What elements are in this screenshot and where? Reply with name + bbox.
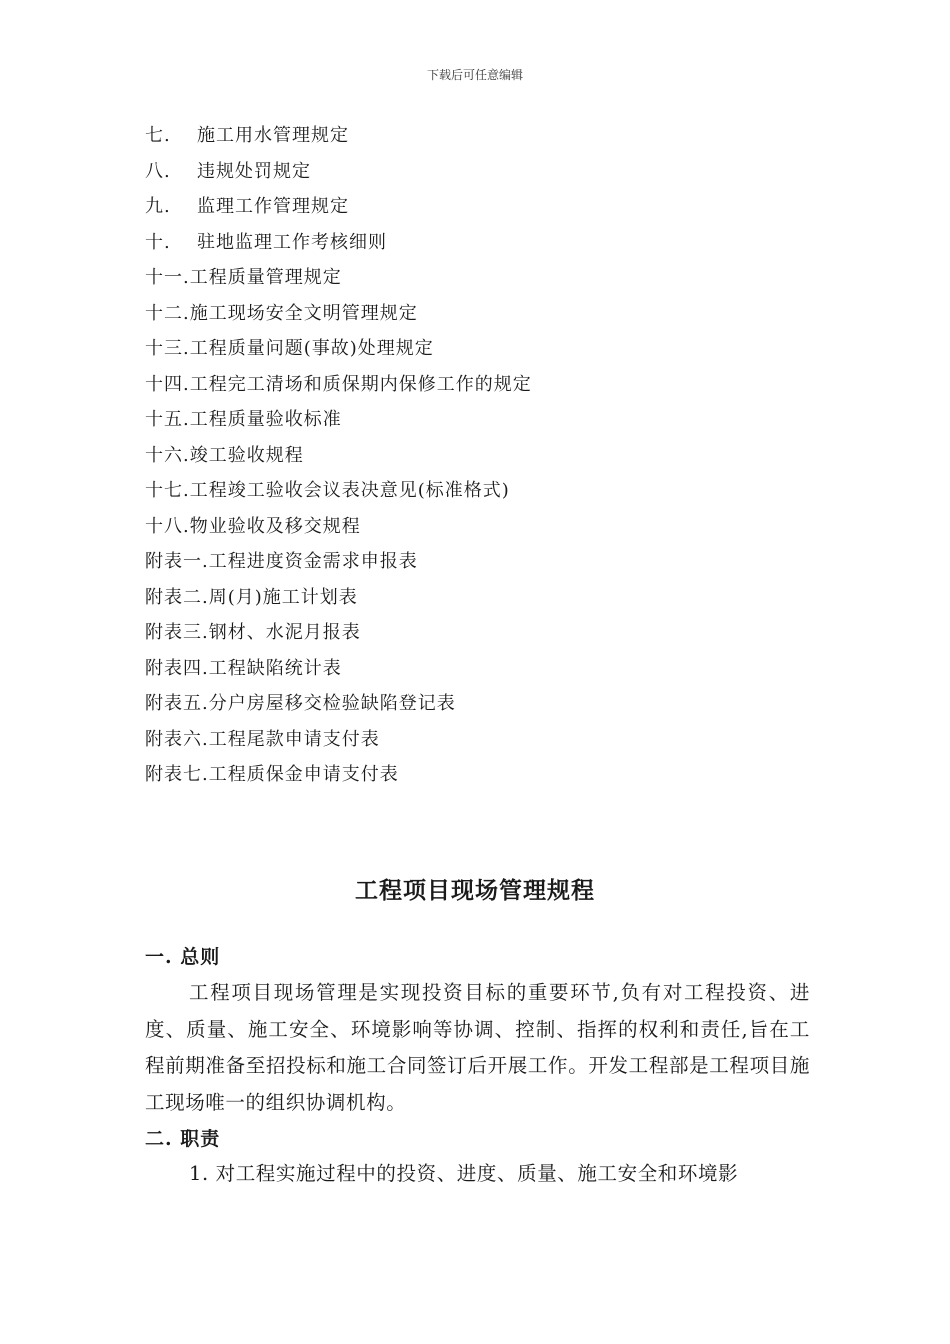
toc-item-title: 工程尾款申请支付表 [208, 728, 380, 750]
toc-item-title: 工程完工清场和质保期内保修工作的规定 [189, 373, 532, 395]
page-header-note: 下载后可任意编辑 [426, 68, 523, 82]
toc-item-title: 施工用水管理规定 [197, 125, 349, 146]
toc-item-number: 附表二. [145, 586, 209, 608]
toc-item [145, 438, 532, 474]
toc-item [145, 331, 532, 367]
toc-item-title: 工程质量验收标准 [189, 409, 342, 430]
toc-item-title: 工程质量问题(事故)处理规定 [189, 338, 434, 359]
duty-item-1: 1. 对工程实施过程中的投资、进度、质量、施工安全和环境影 [189, 1162, 739, 1185]
toc-item-title: 驻地监理工作考核细则 [197, 231, 387, 253]
toc-item [145, 402, 532, 438]
toc-item [145, 686, 532, 722]
toc-item [145, 757, 532, 793]
toc-item-number: 十三. [145, 338, 190, 359]
toc-item [145, 118, 532, 154]
toc-item-number: 附表七. [145, 764, 209, 785]
toc-item-number: 十八. [145, 515, 190, 537]
toc-item-title: 竣工验收规程 [189, 444, 304, 466]
toc-item-title: 分户房屋移交检验缺陷登记表 [208, 693, 456, 714]
toc-item [145, 154, 532, 190]
toc-item [145, 260, 532, 296]
toc-item [145, 367, 532, 403]
document-title: 工程项目现场管理规程 [355, 877, 595, 904]
toc-item [145, 473, 532, 509]
toc-item [145, 722, 532, 758]
toc-item-number: 十. [145, 231, 171, 253]
toc-item-number: 七. [145, 125, 171, 146]
table-of-contents [145, 118, 532, 793]
toc-item [145, 296, 532, 332]
toc-item [145, 544, 532, 580]
toc-item-title: 工程缺陷统计表 [208, 657, 342, 679]
toc-item-title: 违规处罚规定 [197, 160, 311, 182]
toc-item-title: 工程质保金申请支付表 [208, 764, 399, 785]
toc-item-number: 附表四. [145, 657, 209, 679]
toc-item-title: 周(月)施工计划表 [208, 586, 358, 608]
toc-item-title: 施工现场安全文明管理规定 [189, 302, 418, 324]
toc-item-number: 附表一. [145, 551, 209, 572]
toc-item [145, 580, 532, 616]
section-heading-general: 一. 总则 [145, 946, 221, 968]
toc-item-title: 工程竣工验收会议表决意见(标准格式) [189, 480, 510, 501]
toc-item-title: 工程质量管理规定 [189, 267, 342, 288]
toc-item [145, 189, 532, 225]
toc-item-number: 附表三. [145, 622, 209, 643]
toc-item-title: 监理工作管理规定 [197, 196, 349, 217]
toc-item-number: 十七. [145, 480, 190, 501]
toc-item-number: 十六. [145, 444, 190, 466]
toc-item-title: 钢材、水泥月报表 [208, 622, 361, 643]
toc-item-title: 工程进度资金需求申报表 [208, 551, 418, 572]
toc-item-number: 八. [145, 160, 171, 182]
toc-item-number: 附表六. [145, 728, 209, 750]
toc-item [145, 651, 532, 687]
section-heading-duties: 二. 职责 [145, 1128, 221, 1150]
toc-item-number: 十四. [145, 373, 190, 395]
toc-item-number: 九. [145, 196, 171, 217]
general-paragraph: 工程项目现场管理是实现投资目标的重要环节,负有对工程投资、进度、质量、施工安全、环境影响等协调、控制、指挥的权利和责任,旨在工程前期准备至招投标和施工合同签订后开展工作。开发工程部是工程项目施工现场唯一的组织协调机构。 [145, 981, 810, 1114]
toc-item-number: 十五. [145, 409, 190, 430]
toc-item [145, 615, 532, 651]
toc-item [145, 509, 532, 545]
toc-item [145, 225, 532, 261]
toc-item-number: 十二. [145, 302, 190, 324]
toc-item-number: 十一. [145, 267, 190, 288]
toc-item-number: 附表五. [145, 693, 209, 714]
toc-item-title: 物业验收及移交规程 [189, 515, 361, 537]
